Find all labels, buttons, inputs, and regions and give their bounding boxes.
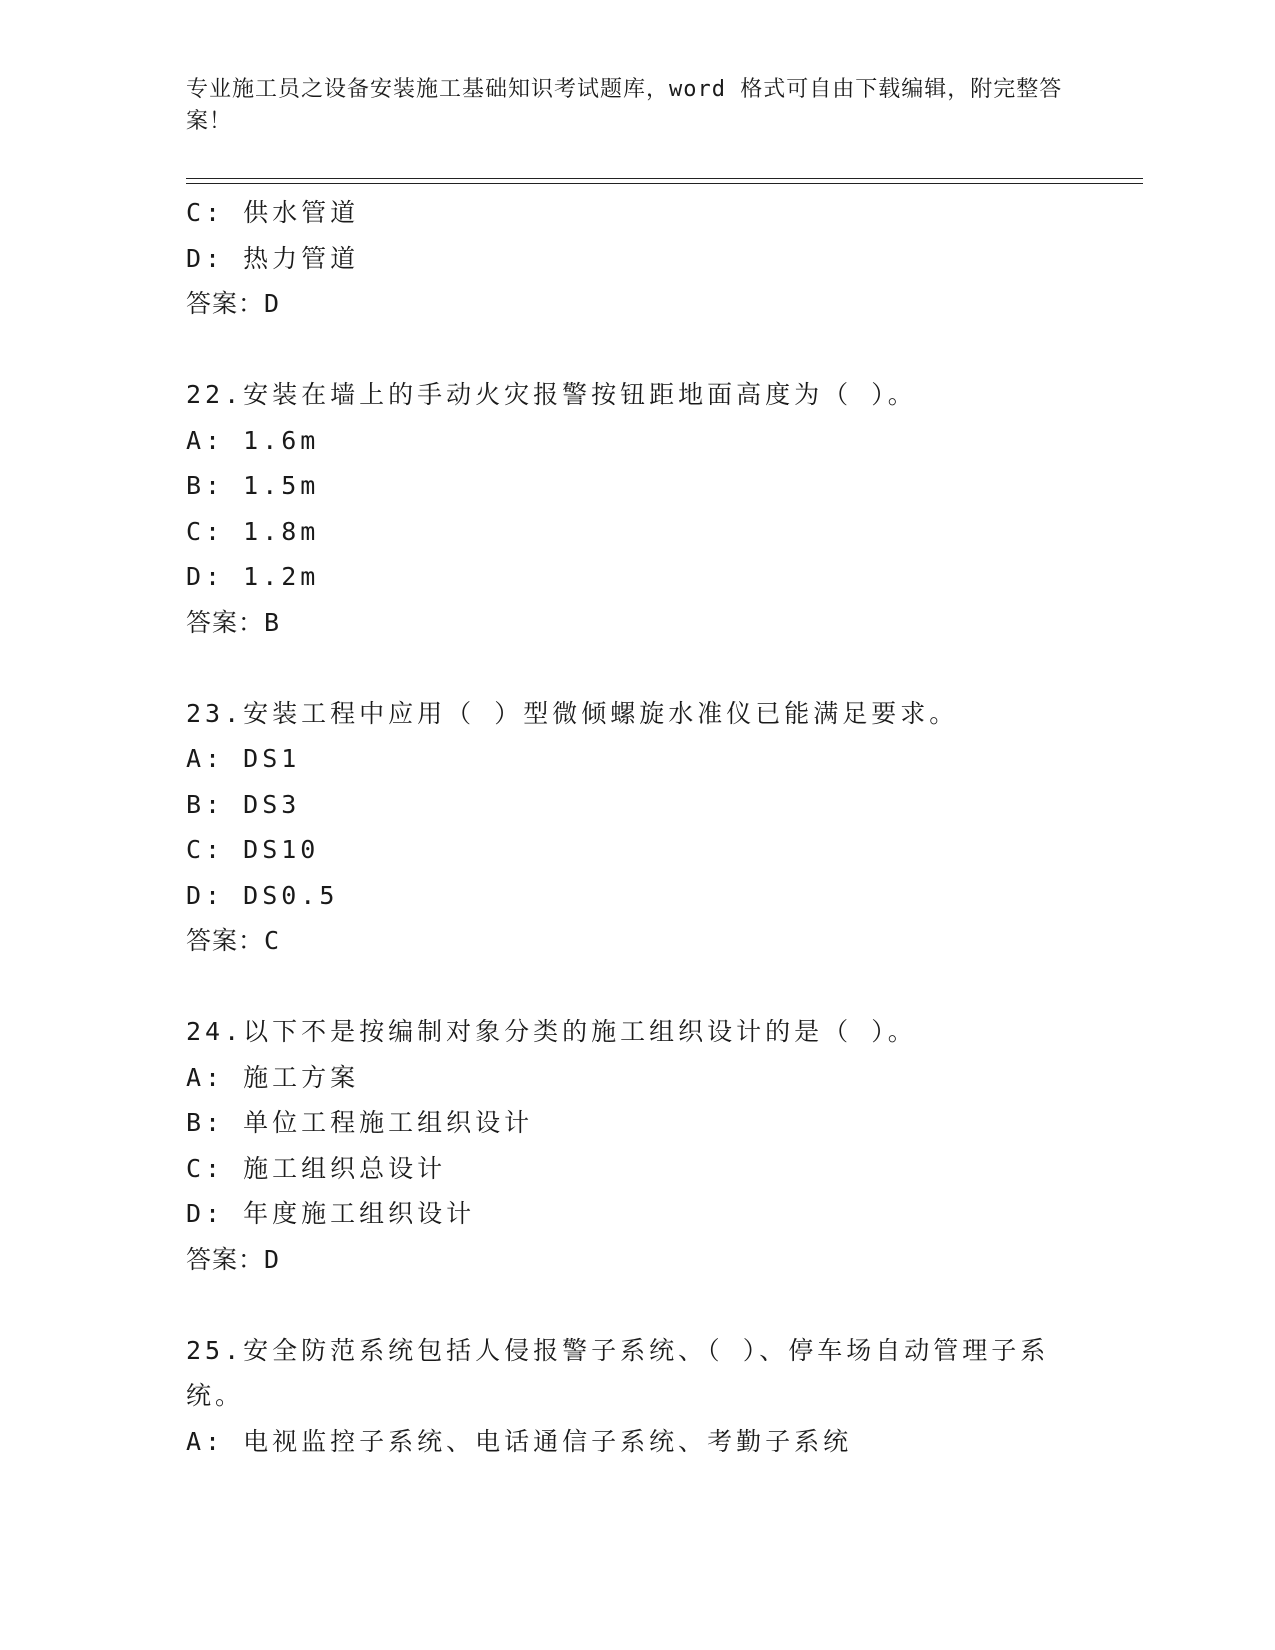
document-header: 专业施工员之设备安装施工基础知识考试题库，word 格式可自由下载编辑，附完整答案！: [186, 77, 1063, 134]
question-stem: 22.安装在墙上的手动火灾报警按钮距地面高度为（ ）。: [186, 380, 917, 409]
option-d: D: 1.2m: [186, 562, 320, 591]
header-divider-top: [186, 178, 1143, 179]
option-c: C: 施工组织总设计: [186, 1153, 447, 1183]
option-a: A: 电视监控子系统、电话通信子系统、考勤子系统: [186, 1426, 853, 1456]
answer-line: 答案：C: [186, 926, 281, 955]
continued-question: [186, 190, 1066, 327]
option-b: B: 单位工程施工组织设计: [186, 1108, 534, 1137]
option-b: B: 1.5m: [186, 471, 320, 500]
option-d: D: 热力管道: [186, 243, 360, 273]
option-d: D: DS0.5: [186, 880, 339, 910]
option-b: B: DS3: [186, 789, 301, 819]
option-c: C: 1.8m: [186, 516, 320, 546]
question-stem: 25.安全防范系统包括人侵报警子系统、（ ）、停车场自动管理子系统。: [186, 1335, 1050, 1410]
question-list: [186, 190, 1066, 1464]
option-c: C: 供水管道: [186, 198, 360, 227]
spacer: [186, 645, 1066, 691]
spacer: [186, 327, 1066, 373]
question-23: [186, 691, 1066, 964]
spacer: [186, 1282, 1066, 1328]
option-a: A: DS1: [186, 744, 301, 773]
question-22: [186, 372, 1066, 645]
question-stem: 24.以下不是按编制对象分类的施工组织设计的是（ ）。: [186, 1017, 917, 1046]
question-stem: 23.安装工程中应用（ ）型微倾螺旋水准仪已能满足要求。: [186, 698, 959, 728]
option-a: A: 1.6m: [186, 425, 320, 455]
answer-line: 答案：D: [186, 289, 281, 318]
spacer: [186, 964, 1066, 1010]
header-divider-bottom: [186, 183, 1143, 184]
question-25: [186, 1328, 1066, 1465]
option-c: C: DS10: [186, 835, 320, 864]
option-a: A: 施工方案: [186, 1062, 360, 1092]
answer-line: 答案：B: [186, 607, 281, 637]
answer-line: 答案：D: [186, 1244, 281, 1274]
question-24: [186, 1009, 1066, 1282]
option-d: D: 年度施工组织设计: [186, 1199, 476, 1228]
